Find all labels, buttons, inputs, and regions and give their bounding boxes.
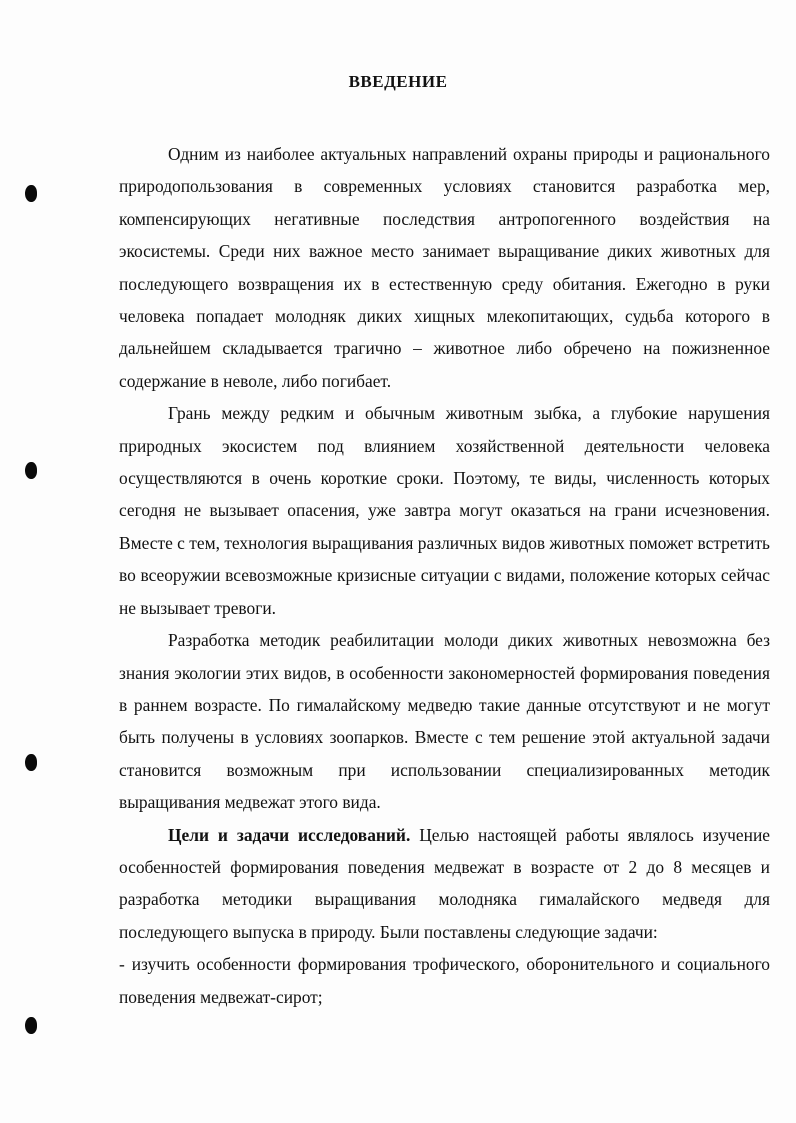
paragraph-1: Одним из наиболее актуальных направлений охраны природы и рационального природопользования в современных условиях становится разработка мер, компенсирующих негативные последствия антропогенного воздействия на экосистемы. Среди них важное место занимает выращивание диких животных для последующего возвращения их в естественную среду обитания. Ежегодно в руки человека попадает молодняк диких хищных млекопитающих, судьба которого в дальнейшем складывается трагично – животное либо обречено на пожизненное содержание в неволе, либо погибает. [119,144,770,391]
binder-hole-mark [25,754,37,771]
page-title: ВВЕДЕНИЕ [348,72,448,91]
goals-paragraph [119,819,770,949]
goals-heading: Цели и задачи исследований. [168,824,411,845]
paragraph-2: Грань между редким и обычным животным зыбка, а глубокие нарушения природных экосистем под влиянием хозяйственной деятельности человека осуществляются в очень короткие сроки. Поэтому, те виды, численность которых сегодня не вызывает опасения, уже завтра могут оказаться на грани исчезновения. Вместе с тем, технология выращивания различных видов животных поможет встретить во всеоружии всевозможные кризисные ситуации с видами, положение которых сейчас не вызывает тревоги. [119,403,770,618]
goals-text: Целью настоящей работы являлось изучение особенностей формирования поведения медвежат в возрасте от 2 до 8 месяцев и разработка методики выращивания молодняка гималайского медведя для последующего выпуска в природу. Были поставлены следующие задачи: [119,824,770,942]
paragraph-3: Разработка методик реабилитации молоди диких животных невозможна без знания экологии этих видов, в особенности закономерностей формирования поведения в раннем возрасте. По гималайскому медведю такие данные отсутствуют и не могут быть получены в условиях зоопарков. Вместе с тем решение этой актуальной задачи становится возможным при использовании специализированных методик выращивания медвежат этого вида. [119,630,770,813]
binder-hole-mark [25,185,37,202]
document-body [119,138,770,1013]
task-item: - изучить особенности формирования трофического, оборонительного и социального поведения медвежат-сирот; [119,954,770,1007]
binder-hole-mark [25,1017,37,1034]
binder-hole-mark [25,462,37,479]
